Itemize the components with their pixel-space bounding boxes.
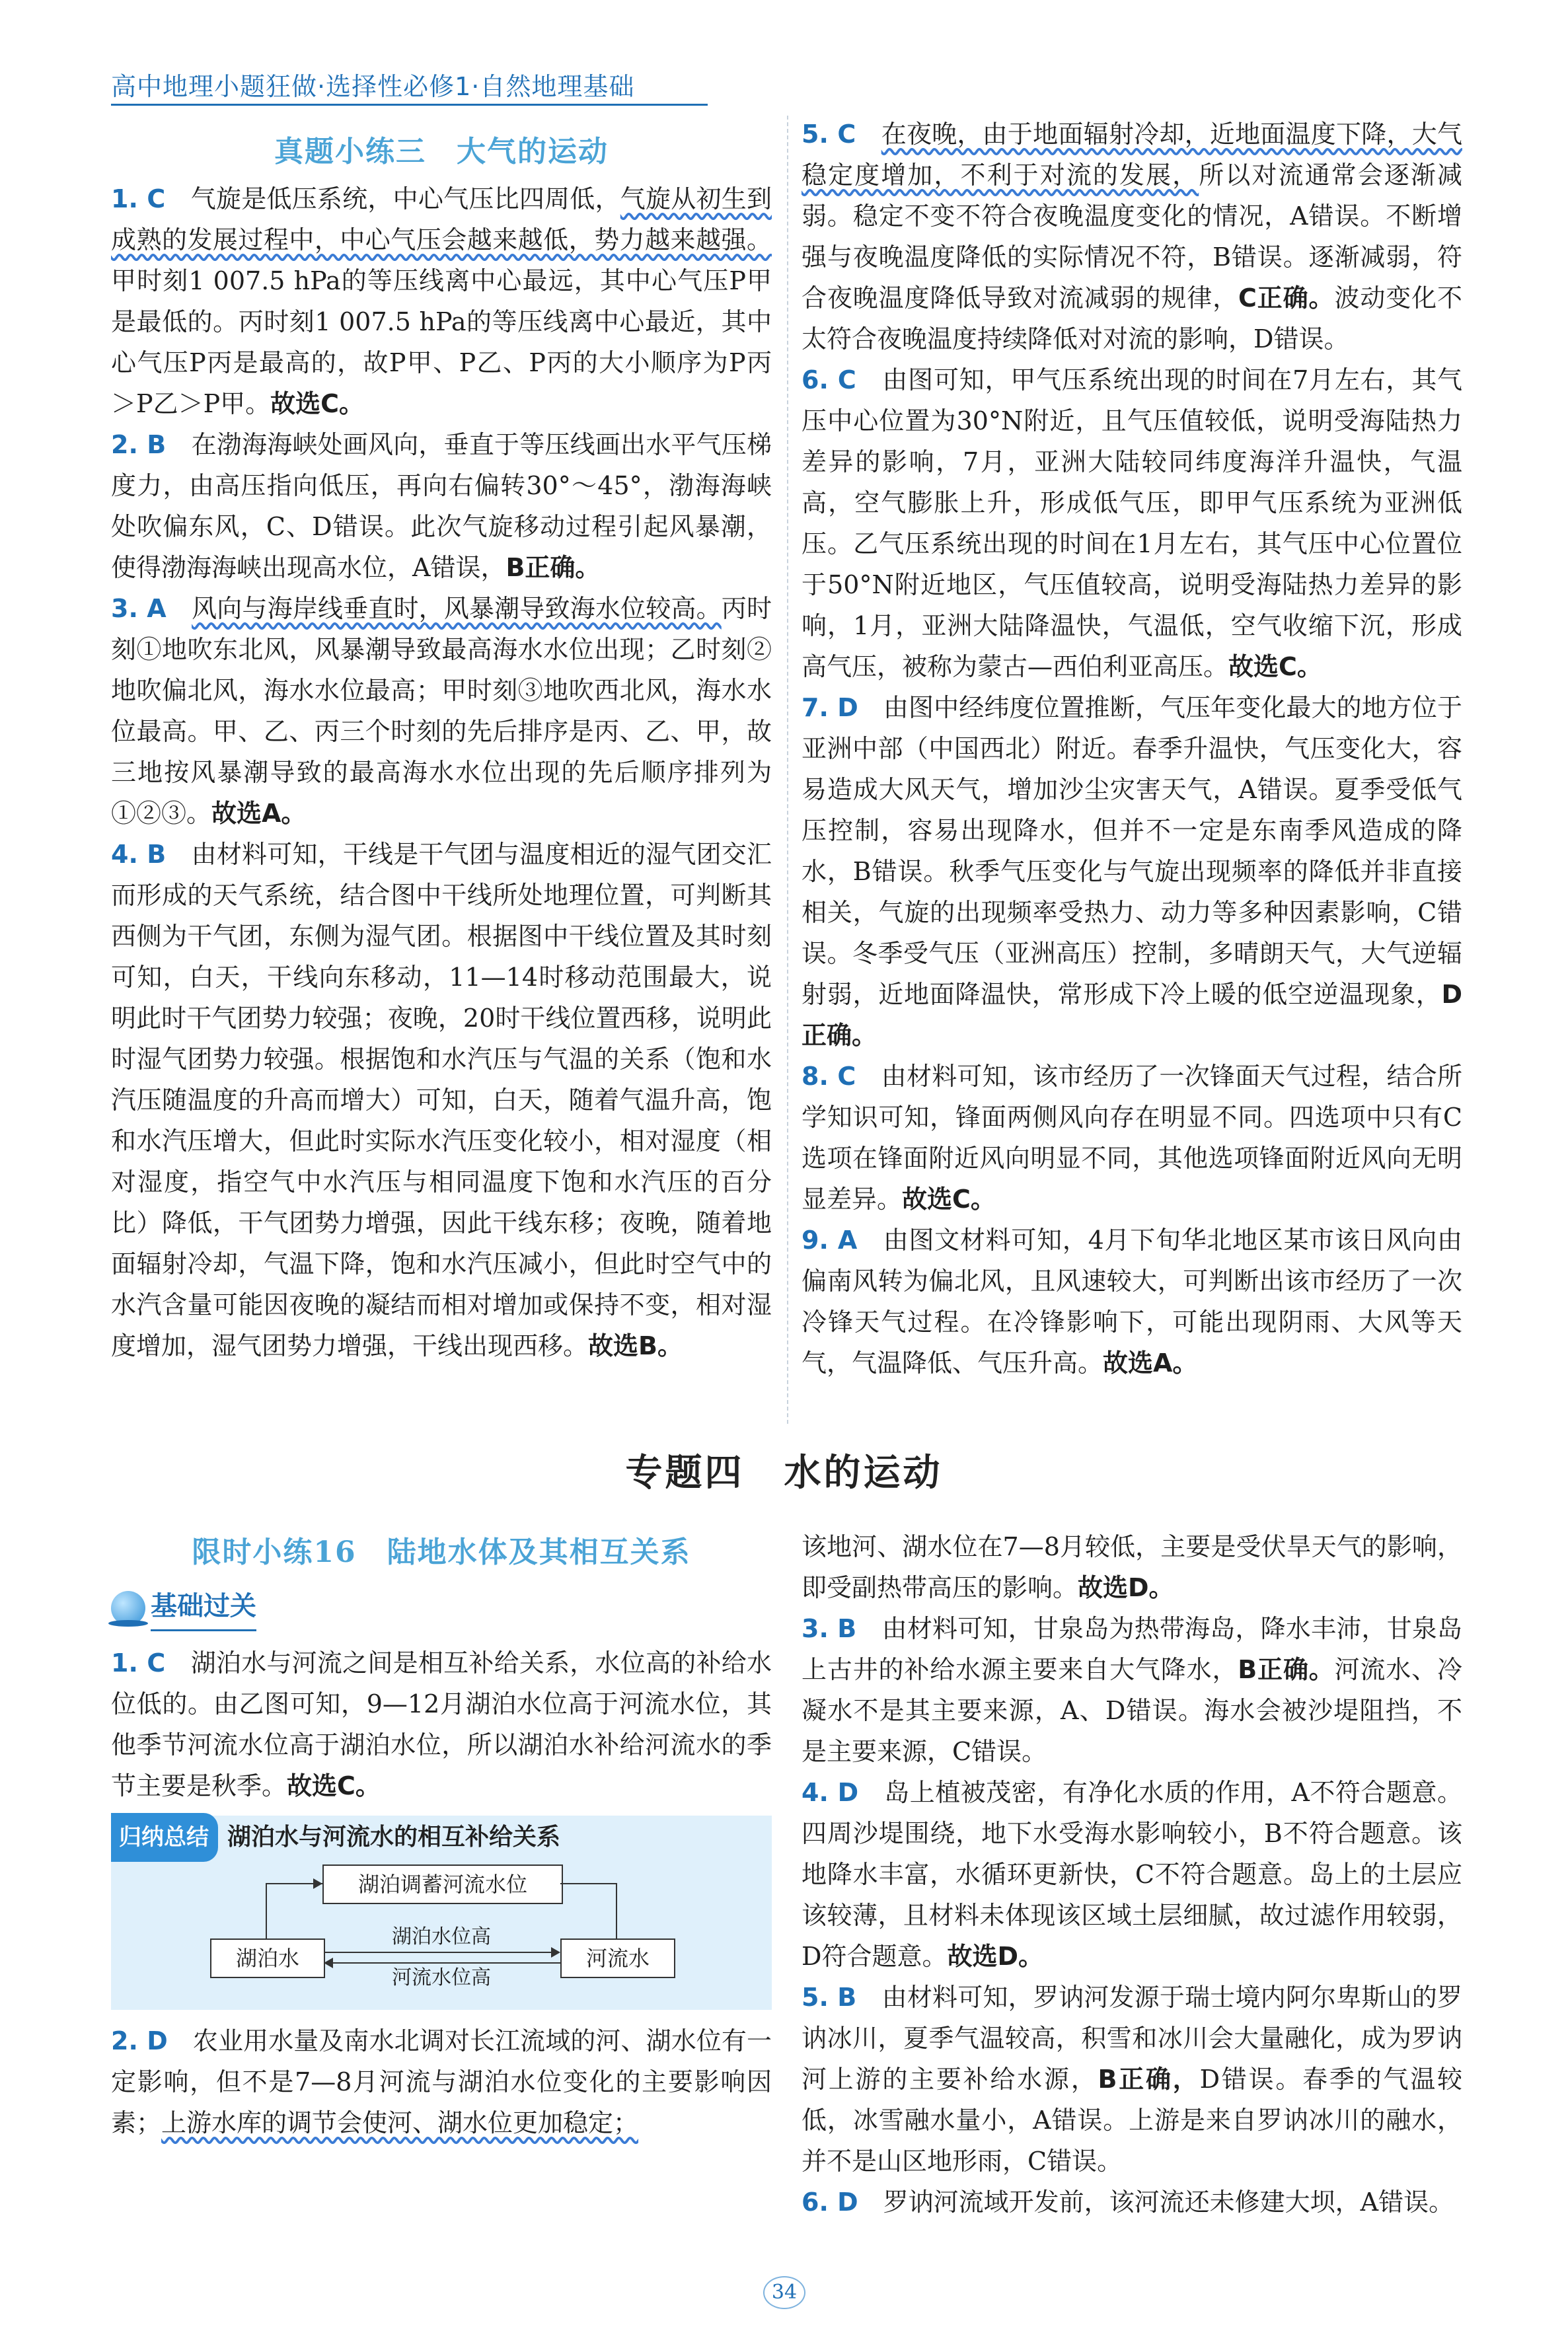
page-number: 34 xyxy=(763,2276,805,2309)
answer-number: 5. B xyxy=(802,1983,857,2012)
answer-conclusion: 故选A。 xyxy=(211,799,307,828)
running-header: 高中地理小题狂做·选择性必修1·自然地理基础 xyxy=(111,72,635,101)
answer-conclusion: B正确， xyxy=(1098,2065,1200,2094)
globe-icon xyxy=(111,1591,145,1625)
answer-b4: 4. D 岛上植被茂密，有净化水质的作用，A不符合题意。四周沙堤围绕，地下水受海水影响较小，B不符合题意。该地降水丰富，水循环更新快，C不符合题意。岛上的土层应该较薄，且材料未体现该区域土层细腻，故过滤作用较弱，D符合题意。故选D。 xyxy=(802,1778,1462,1971)
answer-conclusion: 故选A。 xyxy=(1103,1348,1198,1378)
answer-number: 1. C xyxy=(111,184,166,213)
arrow-right-icon xyxy=(313,1878,322,1889)
section-title-atmosphere: 真题小练三 大气的运动 xyxy=(274,135,609,168)
answer-number: 4. B xyxy=(111,840,167,869)
answer-6: 6. C 由图可知，甲气压系统出现的时间在7月左右，其气压中心位置为30°N附近，且气压值较低，说明受海陆热力差异的影响，7月，亚洲大陆较同纬度海洋升温快，气温高，空气膨胀上升，形成低气压，即甲气压系统为亚洲低压。乙气压系统出现的时间在1月左右，其气压中心位置位于50°N附近地区，气压值较高，说明受海陆热力差异的影响，1月，亚洲大陆降温快，气温低，空气收缩下沉，形成高气压，被称为蒙古—西伯利亚高压。故选C。 xyxy=(802,365,1462,681)
label-lake-higher: 湖泊水位高 xyxy=(392,1925,491,1948)
connector-line xyxy=(560,1883,617,1884)
answer-number: 2. B xyxy=(111,430,167,459)
left-column-lower xyxy=(111,1526,772,2143)
answer-conclusion: 故选B。 xyxy=(588,1331,683,1360)
key-point-underline: 气旋从初生到成熟的发展过程中，中心气压会越来越低，势力越来越强。 xyxy=(111,184,772,254)
answer-number: 3. A xyxy=(111,594,167,623)
section-title-land-water: 限时小练16 陆地水体及其相互关系 xyxy=(192,1535,691,1569)
answer-number: 2. D xyxy=(111,2026,168,2055)
answer-b3: 3. B 由材料可知，甘泉岛为热带海岛，降水丰沛，甘泉岛上古井的补给水源主要来自大气降水，B正确。河流水、冷凝水不是其主要来源，A、D错误。海水会被沙堤阻挡，不是主要来源，C错误。 xyxy=(802,1614,1462,1766)
answer-b5: 5. B 由材料可知，罗讷河发源于瑞士境内阿尔卑斯山的罗讷冰川，夏季气温较高，积雪和冰川会大量融化，成为罗讷河上游的主要补给水源，B正确，D错误。春季的气温较低，冰雪融水量小，A错误。上游是来自罗讷冰川的融水，并不是山区地形雨，C错误。 xyxy=(802,1983,1463,2176)
box-lake-regulation: 湖泊调蓄河流水位 xyxy=(322,1864,563,1904)
key-point-underline: 在夜晚，由于地面辐射冷却，近地面温度下降，大气稳定度增加，不利于对流的发展， xyxy=(802,120,1462,190)
answer-conclusion: 故选D。 xyxy=(1078,1573,1174,1602)
answer-number: 3. B xyxy=(802,1614,857,1643)
answer-conclusion: 故选D。 xyxy=(947,1942,1044,1971)
answer-7: 7. D 由图中经纬度位置推断，气压年变化最大的地方位于亚洲中部（中国西北）附近。春季升温快，气压变化大，容易造成大风天气，增加沙尘灾害天气，A错误。夏季受低气压控制，容易出现降水，但并不一定是东南季风造成的降水，B错误。秋季气压变化与气旋出现频率的降低并非直接相关，气旋的出现频率受热力、动力等多种因素影响，C错误。冬季受气压（亚洲高压）控制，多晴朗天气，大气逆辐射弱，近地面降温快，常形成下冷上暖的低空逆温现象，D正确。 xyxy=(802,693,1462,1050)
key-point-underline: 上游水库的调节会使河、湖水位更加稳定； xyxy=(161,2108,639,2137)
answer-b2-part1: 2. D 农业用水量及南水北调对长江流域的河、湖水位有一定影响，但不是7—8月河流与湖泊水位变化的主要影响因素；上游水库的调节会使河、湖水位更加稳定； xyxy=(111,2026,772,2137)
answer-5: 5. C 在夜晚，由于地面辐射冷却，近地面温度下降，大气稳定度增加，不利于对流的发展，所以对流通常会逐渐减弱。稳定不变不符合夜晚温度变化的情况，A错误。不断增强与夜晚温度降低的实际情况不符，B错误。逐渐减弱，符合夜晚温度降低导致对流减弱的规律，C正确。波动变化不太符合夜晚温度持续降低对对流的影响，D错误。 xyxy=(802,120,1462,353)
answer-8: 8. C 由材料可知，该市经历了一次锋面天气过程，结合所学知识可知，锋面两侧风向存在明显不同。四选项中只有C选项在锋面附近风向明显不同，其他选项锋面附近风向无明显差异。故选C。 xyxy=(802,1062,1462,1214)
answer-9: 9. A 由图文材料可知，4月下旬华北地区某市该日风向由偏南风转为偏北风，且风速较大，可判断出该市经历了一次冷锋天气过程。在冷锋影响下，可能出现阴雨、大风等天气，气温降低、气压升高。故选A。 xyxy=(802,1226,1462,1378)
topic-title: 专题四 水的运动 xyxy=(625,1452,943,1495)
answer-b1: 1. C 湖泊水与河流之间是相互补给关系，水位高的补给水位低的。由乙图可知，9—12月湖泊水位高于河流水位，其他季节河流水位高于湖泊水位，所以湖泊水补给河流水的季节主要是秋季。故选C。 xyxy=(111,1648,772,1800)
answer-number: 1. C xyxy=(111,1648,166,1678)
basic-level-banner xyxy=(111,1580,772,1636)
summary-badge: 归纳总结 xyxy=(111,1813,218,1862)
answer-conclusion: C正确。 xyxy=(1238,283,1335,313)
box-lake-water: 湖泊水 xyxy=(210,1938,325,1978)
basic-level-label: 基础过关 xyxy=(151,1586,256,1631)
answer-2: 2. B 在渤海海峡处画风向，垂直于等压线画出水平气压梯度力，由高压指向低压，再向右偏转30°～45°，渤海海峡处吹偏东风，C、D错误。此次气旋移动过程引起风暴潮，使得渤海海峡出现高水位，A错误，B正确。 xyxy=(111,430,772,582)
answer-conclusion: D正确。 xyxy=(802,980,1462,1050)
answer-b2-part2: 该地河、湖水位在7—8月较低，主要是受伏旱天气的影响，即受副热带高压的影响。故选D。 xyxy=(802,1532,1462,1602)
answer-conclusion: 故选C。 xyxy=(287,1771,381,1800)
connector-line xyxy=(616,1883,617,1938)
answer-4: 4. B 由材料可知，干线是干气团与温度相近的湿气团交汇而形成的天气系统，结合图中干线所处地理位置，可判断其西侧为干气团，东侧为湿气团。根据图中干线位置及其时刻可知，白天，干线向东移动，11—14时移动范围最大，说明此时干气团势力较强；夜晚，20时干线位置西移，说明此时湿气团势力较强。根据饱和水汽压与气温的关系（饱和水汽压随温度的升高而增大）可知，白天，随着气温升高，饱和水汽压增大，但此时实际水汽压变化较小，相对湿度（相对湿度，指空气中水汽压与相同温度下饱和水汽压的百分比）降低，干气团势力增强，因此干线东移；夜晚，随着地面辐射冷却，气温下降，饱和水汽压减小，但此时空气中的水汽含量可能因夜晚的凝结而相对增加或保持不变，相对湿度增加，湿气团势力增强，干线出现西移。故选B。 xyxy=(111,840,772,1360)
flow-diagram xyxy=(111,1859,772,1998)
arrow-left-icon xyxy=(324,1958,333,1968)
box-river-water: 河流水 xyxy=(560,1938,675,1978)
arrow-line xyxy=(333,1962,560,1964)
left-column-upper xyxy=(111,126,772,1366)
label-river-higher: 河流水位高 xyxy=(392,1966,491,1989)
answer-conclusion: 故选C。 xyxy=(902,1185,996,1214)
arrow-right-icon xyxy=(551,1947,560,1958)
answer-number: 4. D xyxy=(802,1778,859,1807)
connector-line xyxy=(266,1883,267,1938)
answer-number: 5. C xyxy=(802,120,856,149)
summary-title: 湖泊水与河流水的相互补给关系 xyxy=(227,1824,561,1851)
answer-3: 3. A 风向与海岸线垂直时，风暴潮导致海水位较高。丙时刻①地吹东北风，风暴潮导致最高海水水位出现；乙时刻②地吹偏北风，海水水位最高；甲时刻③地吹西北风，海水水位最高。甲、乙、丙三个时刻的先后排序是丙、乙、甲，故三地按风暴潮导致的最高海水水位出现的先后顺序排列为①②③。故选A。 xyxy=(111,594,772,828)
answer-number: 6. C xyxy=(802,365,856,394)
answer-conclusion: 故选C。 xyxy=(1228,652,1322,681)
summary-box xyxy=(111,1816,772,2010)
arrow-line xyxy=(324,1952,551,1953)
column-divider xyxy=(787,116,788,1424)
answer-1: 1. C 气旋是低压系统，中心气压比四周低，气旋从初生到成熟的发展过程中，中心气压会越来越低，势力越来越强。甲时刻1 007.5 hPa的等压线离中心最远，其中心气压P甲是最低的。丙时刻1 007.5 hPa的等压线离中心最近，其中心气压P丙是最高的，故P甲、P乙、P丙的大小顺序为P丙＞P乙＞P甲。故选C。 xyxy=(111,184,772,418)
answer-number: 9. A xyxy=(802,1226,858,1255)
summary-header xyxy=(111,1816,772,1859)
answer-conclusion: B正确。 xyxy=(1238,1655,1335,1684)
answer-conclusion: 故选C。 xyxy=(270,389,365,418)
answer-number: 8. C xyxy=(802,1062,856,1091)
answer-number: 7. D xyxy=(802,693,858,722)
right-column-lower xyxy=(802,1526,1462,2223)
key-point-underline: 风向与海岸线垂直时，风暴潮导致海水位较高。 xyxy=(192,594,722,623)
right-column-upper xyxy=(802,114,1462,1384)
header-rule xyxy=(111,104,708,106)
answer-number: 6. D xyxy=(802,2188,858,2217)
answer-conclusion: B正确。 xyxy=(505,553,601,582)
answer-b6: 6. D 罗讷河流域开发前，该河流还未修建大坝，A错误。 xyxy=(802,2188,1454,2217)
